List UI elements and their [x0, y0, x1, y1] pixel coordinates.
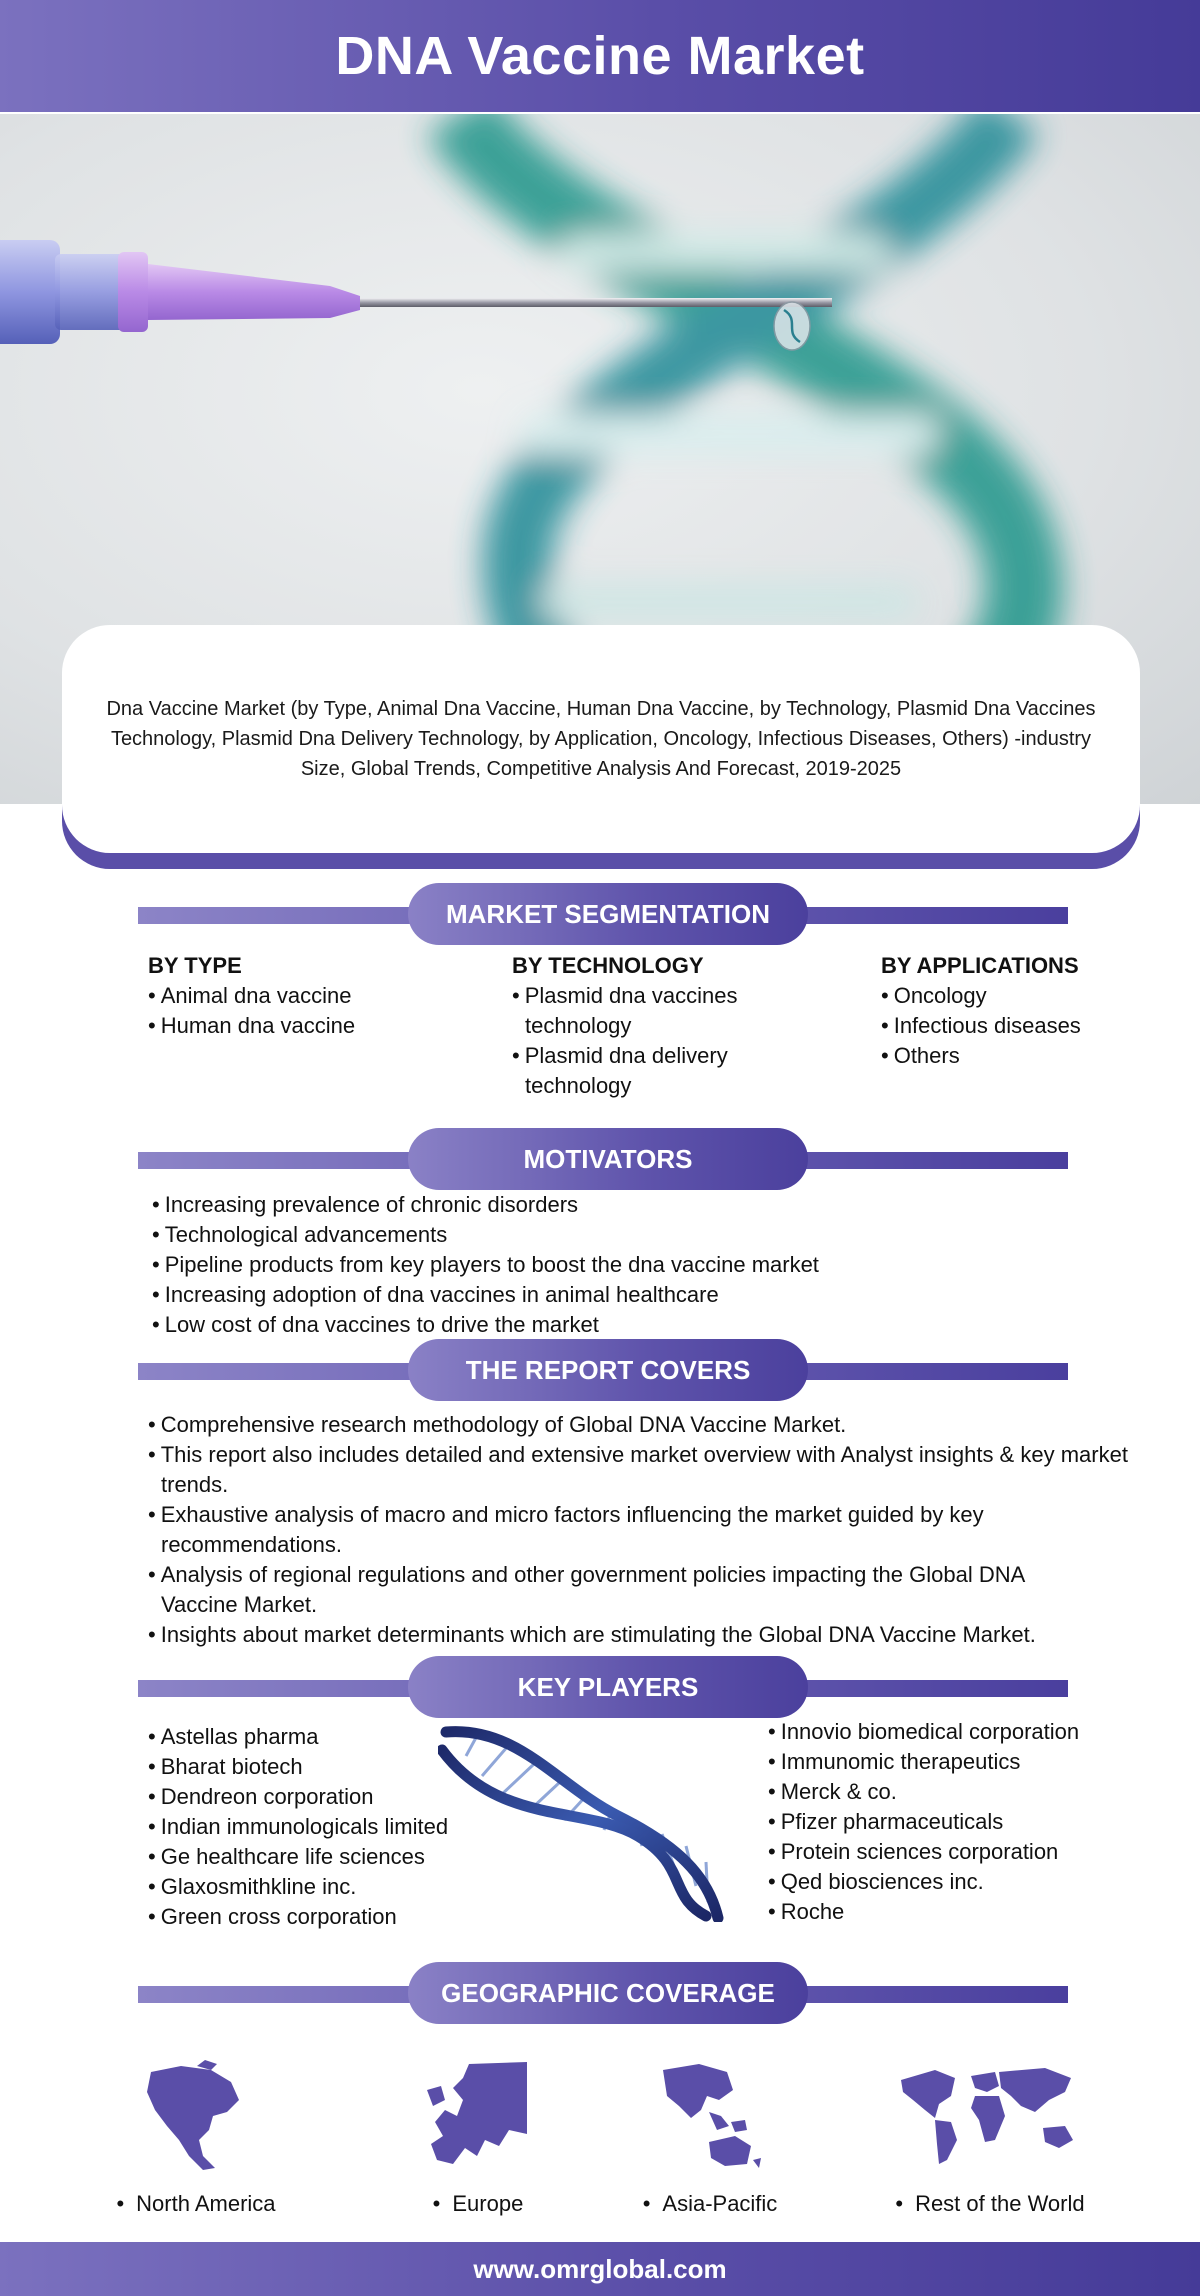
list-item: • Animal dna vaccine	[148, 981, 478, 1011]
region-europe	[408, 2060, 548, 2219]
list-item: • Pfizer pharmaceuticals	[768, 1807, 1168, 1837]
list-item: • Human dna vaccine	[148, 1011, 478, 1041]
list-item: • Others	[881, 1041, 1141, 1071]
list-item: • Plasmid dna vaccines technology	[512, 981, 812, 1041]
list-item: • Insights about market determinants which are stimulating the Global DNA Vaccine Market.	[148, 1620, 1138, 1650]
list-item: • Analysis of regional regulations and other government policies impacting the Global DNA Vaccine Market.	[148, 1560, 1068, 1620]
region-asia-pacific	[625, 2060, 795, 2219]
list-item: • Merck & co.	[768, 1777, 1168, 1807]
footer-website-link[interactable]: www.omrglobal.com	[473, 2253, 727, 2284]
region-label: • Asia-Pacific	[625, 2189, 795, 2219]
region-rest-of-world	[870, 2060, 1110, 2219]
list-item: • Exhaustive analysis of macro and micro factors influencing the market guided by key recommendations.	[148, 1500, 1138, 1560]
report-summary-card	[62, 625, 1140, 853]
section-title: MARKET SEGMENTATION	[445, 898, 771, 929]
segment-by-technology	[512, 951, 812, 1101]
segment-by-type	[148, 951, 478, 1041]
section-title: THE REPORT COVERS	[465, 1354, 751, 1385]
list-item: • Ge healthcare life sciences	[148, 1842, 488, 1872]
section-title: KEY PLAYERS	[517, 1671, 699, 1702]
list-item: • Bharat biotech	[148, 1752, 488, 1782]
list-item: • Roche	[768, 1897, 1168, 1927]
key-players-left-list	[148, 1722, 488, 1932]
section-title: GEOGRAPHIC COVERAGE	[441, 1977, 775, 2008]
section-header-geographic	[138, 1962, 1068, 2024]
list-item: • Immunomic therapeutics	[768, 1747, 1168, 1777]
north-america-map-icon	[141, 2060, 251, 2172]
world-map-icon	[895, 2060, 1085, 2172]
list-item: • Qed biosciences inc.	[768, 1867, 1168, 1897]
list-item: • Increasing adoption of dna vaccines in animal healthcare	[152, 1280, 1132, 1310]
section-header-motivators	[138, 1128, 1068, 1190]
list-item: • Comprehensive research methodology of Global DNA Vaccine Market.	[148, 1410, 1138, 1440]
section-pill	[408, 1128, 808, 1190]
list-item: • Green cross corporation	[148, 1902, 488, 1932]
region-label: • Rest of the World	[870, 2189, 1110, 2219]
list-item: • Innovio biomedical corporation	[768, 1717, 1168, 1747]
page-footer	[0, 2242, 1200, 2296]
section-pill	[408, 883, 808, 945]
list-item: • Plasmid dna delivery technology	[512, 1041, 812, 1101]
asia-pacific-map-icon	[655, 2060, 765, 2172]
list-item: • Pipeline products from key players to boost the dna vaccine market	[152, 1250, 1132, 1280]
list-item: • This report also includes detailed and extensive market overview with Analyst insights & key market trends.	[148, 1440, 1138, 1500]
segment-by-applications	[881, 951, 1141, 1071]
list-item: • Infectious diseases	[881, 1011, 1141, 1041]
list-item: • Low cost of dna vaccines to drive the market	[152, 1310, 1132, 1340]
list-item: • Increasing prevalence of chronic disorders	[152, 1190, 1132, 1220]
section-pill	[408, 1656, 808, 1718]
region-label: • North America	[96, 2189, 296, 2219]
dna-helix-icon	[438, 1726, 758, 1922]
section-title: MOTIVATORS	[523, 1143, 693, 1174]
section-header-key-players	[138, 1656, 1068, 1718]
list-item: • Protein sciences corporation	[768, 1837, 1168, 1867]
section-pill	[408, 1339, 808, 1401]
report-summary-text: Dna Vaccine Market (by Type, Animal Dna Vaccine, Human Dna Vaccine, by Technology, Plasmid Dna Vaccines Technology, Plasmid Dna Delivery Technology, by Application, Oncology, Infectious Diseases, Others) -industry Size, Global Trends, Competitive Analysis And Forecast, 2019-2025	[106, 698, 1096, 780]
region-north-america	[96, 2060, 296, 2219]
list-item: • Glaxosmithkline inc.	[148, 1872, 488, 1902]
segment-title: BY APPLICATIONS	[881, 953, 1079, 978]
section-header-report-covers	[138, 1339, 1068, 1401]
key-players-right-list	[768, 1717, 1168, 1927]
section-header-segmentation	[138, 883, 1068, 945]
list-item: • Astellas pharma	[148, 1722, 488, 1752]
list-item: • Oncology	[881, 981, 1141, 1011]
motivators-list	[152, 1190, 1132, 1340]
section-pill	[408, 1962, 808, 2024]
list-item: • Dendreon corporation	[148, 1782, 488, 1812]
report-covers-list	[148, 1410, 1138, 1650]
europe-map-icon	[423, 2060, 533, 2172]
segment-title: BY TECHNOLOGY	[512, 953, 704, 978]
list-item: • Technological advancements	[152, 1220, 1132, 1250]
list-item: • Indian immunologicals limited	[148, 1812, 488, 1842]
page-title: DNA Vaccine Market	[335, 26, 865, 86]
segment-title: BY TYPE	[148, 953, 242, 978]
region-label: • Europe	[408, 2189, 548, 2219]
page-header	[0, 0, 1200, 112]
